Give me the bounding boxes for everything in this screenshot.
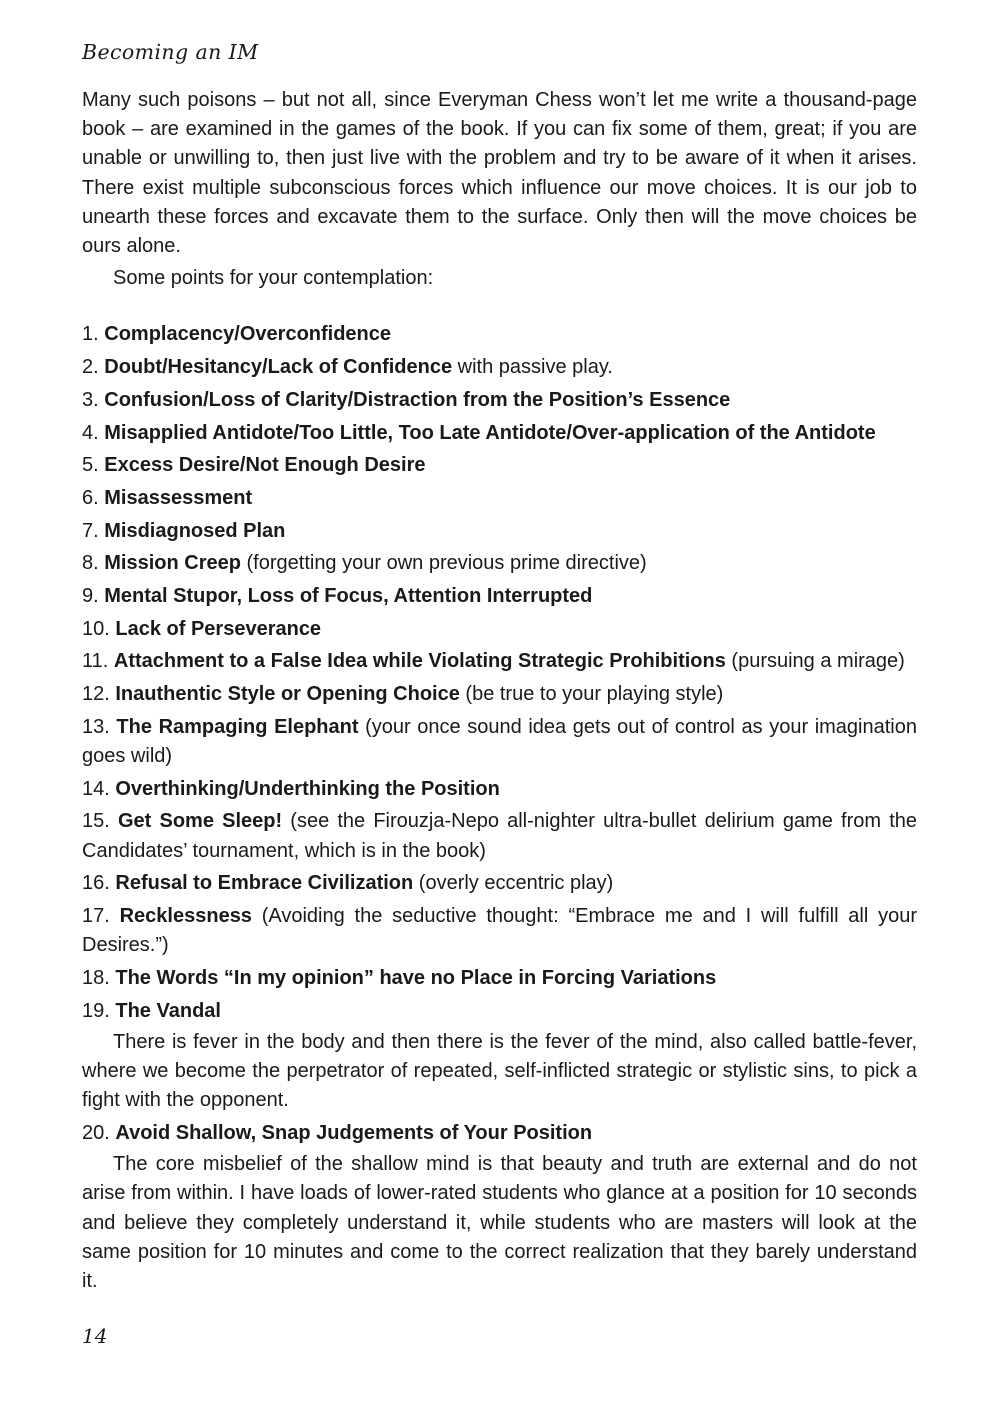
point-title: Confusion/Loss of Clarity/Distraction from the Position’s Essence (104, 388, 731, 411)
point-note: (forgetting your own previous prime directive) (240, 552, 647, 575)
point-title: Lack of Perseverance (115, 617, 322, 640)
point-item (82, 647, 917, 676)
points-lead-in: Some points for your contemplation: (113, 267, 434, 290)
point-title: Misapplied Antidote/Too Little, Too Late Antidote/Over-application of the Antidote (104, 421, 876, 444)
point-item (82, 484, 917, 513)
point-title: The Rampaging Elephant (116, 715, 359, 738)
point-number: 12. (82, 683, 110, 706)
point-title: Refusal to Embrace Civilization (115, 872, 414, 895)
point-item (82, 615, 917, 644)
point-number: 2. (82, 356, 99, 379)
point-item (82, 419, 917, 448)
point-number: 10. (82, 617, 110, 640)
point-item (82, 964, 917, 993)
point-number: 7. (82, 519, 99, 542)
point-number: 18. (82, 966, 110, 989)
point-item (82, 713, 917, 771)
point-item (82, 517, 917, 546)
running-header: Becoming an IM (82, 40, 259, 64)
point-title: Avoid Shallow, Snap Judgements of Your Position (115, 1122, 593, 1144)
point-title: Get Some Sleep! (117, 810, 283, 833)
point-title: Mental Stupor, Loss of Focus, Attention Interrupted (104, 585, 593, 608)
point-number: 3. (82, 388, 99, 411)
point-item (82, 997, 917, 1026)
point-item (82, 320, 917, 349)
point-number: 15. (82, 810, 110, 833)
point-item (82, 353, 917, 382)
page-number: 14 (82, 1324, 108, 1348)
point-note: (pursuing a mirage) (725, 650, 905, 673)
point-title: Inauthentic Style or Opening Choice (115, 683, 460, 706)
point-number: 1. (82, 323, 99, 346)
point-item (82, 807, 917, 865)
point-item (82, 549, 917, 578)
point-number: 20. (82, 1122, 110, 1144)
point-number: 8. (82, 552, 99, 575)
point-title: Doubt/Hesitancy/Lack of Confidence (104, 356, 453, 379)
intro-paragraph: Many such poisons – but not all, since Everyman Chess won’t let me write a thousand-page book – are examined in the games of the book. If you can fix some of them, great; if you are unable or unwilling to, then just live with the problem and try to be aware of it when it arises. There exist multiple subconscious forces which influence our move choices. It is our job to unearth these forces and excavate them to the surface. Only then will the move choices be ours alone. (82, 89, 917, 258)
point-title: Attachment to a False Idea while Violating Strategic Prohibitions (113, 650, 726, 673)
point-number: 13. (82, 715, 110, 738)
point-item (82, 775, 917, 804)
point-item (82, 902, 917, 960)
point-note: (overly eccentric play) (413, 872, 614, 895)
point-number: 6. (82, 486, 99, 509)
point-title: Excess Desire/Not Enough Desire (104, 454, 426, 477)
point-item (82, 451, 917, 480)
point-note: (Avoiding the seductive thought: “Embrace me and I will fulfill all your Desires.”) (82, 905, 918, 957)
point-title: The Vandal (115, 999, 221, 1022)
point-note: with passive play. (452, 356, 613, 379)
point-title: Overthinking/Underthinking the Position (115, 777, 500, 800)
point-item (82, 869, 917, 898)
point-number: 4. (82, 421, 99, 444)
point-number: 17. (82, 905, 110, 928)
point-title: Recklessness (119, 905, 252, 928)
point-title: Mission Creep (104, 552, 241, 575)
point-title: Misdiagnosed Plan (104, 519, 286, 542)
point-item (82, 1119, 917, 1148)
point-title: The Words “In my opinion” have no Place in Forcing Variations (115, 966, 717, 989)
point-number: 11. (82, 650, 109, 673)
vandal-paragraph: There is fever in the body and then there is the fever of the mind, also called battle-fever, where we become the perpetrator of repeated, self-inflicted strategic or stylistic sins, to pick a fight with the opponent. (82, 1030, 917, 1112)
point-number: 9. (82, 585, 99, 608)
point-note: (your once sound idea gets out of control as your imagination goes wild) (82, 715, 917, 768)
point-number: 16. (82, 872, 110, 895)
point-item (82, 582, 917, 611)
point-note: (be true to your playing style) (459, 683, 724, 706)
point-note: (see the Firouzja-Nepo all-nighter ultra-bullet delirium game from the Candidates’ tournament, which is in the book) (82, 810, 917, 862)
point-number: 14. (82, 777, 110, 800)
point-number: 5. (82, 454, 99, 477)
point-number: 19. (82, 999, 110, 1022)
page-body (82, 86, 917, 1296)
point-item (82, 386, 917, 415)
point-title: Misassessment (104, 486, 253, 509)
point-item (82, 680, 917, 709)
point-title: Complacency/Overconfidence (104, 323, 392, 346)
shallow-mind-paragraph: The core misbelief of the shallow mind is that beauty and truth are external and do not arise from within. I have loads of lower-rated students who glance at a position for 10 seconds and believe they completely understand it, while students who are masters will look at the same position for 10 minutes and come to the correct realization that they barely understand it. (82, 1153, 917, 1293)
